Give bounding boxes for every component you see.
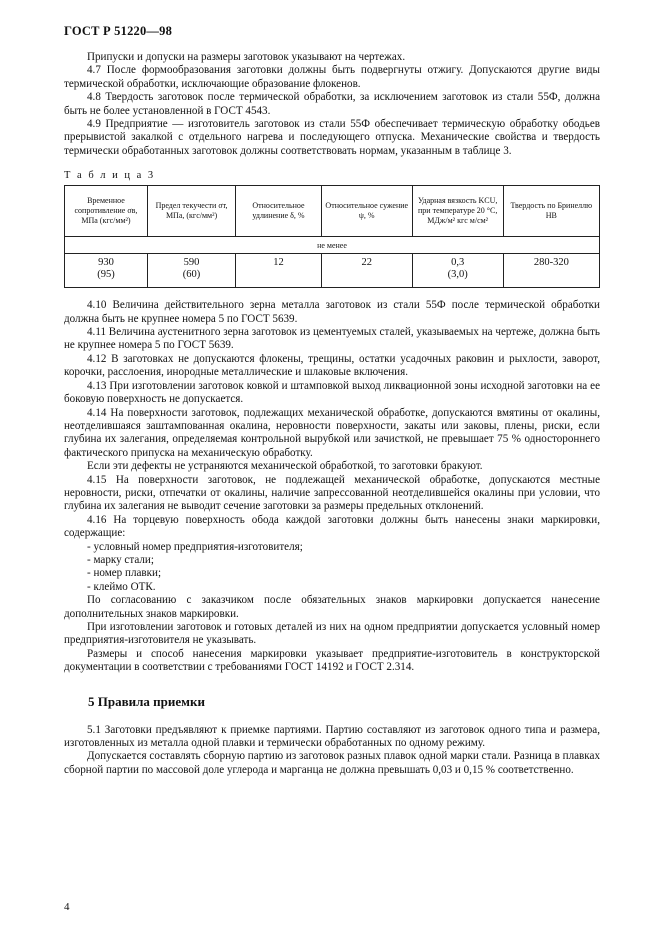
table-row	[65, 254, 600, 288]
paragraph-4-7: 4.7 После формообразования заготовки должны быть подвергнуты отжигу. Допускаются другие виды термической обработки, исключающие образование флокенов.	[64, 64, 600, 90]
paragraph-4-14: 4.14 На поверхности заготовок, подлежащих механической обработке, допускаются вмятины от окалины, неотделившаяся заштампованная окалина, неровности поверхности, закаты или заковы, плены, риски, если глубина их залегания, определяемая контрольной вырубкой или зачисткой, не превышает 75 % одностороннего фактического припуска на механическую обработку.	[64, 406, 600, 459]
section5-body	[64, 724, 600, 778]
section-title: 5 Правила приемки	[88, 693, 205, 709]
paragraph-4-8: 4.8 Твердость заготовок после термической обработки, за исключением заготовок из стали 55Ф, должна быть не более установленной в ГОСТ 4543.	[64, 91, 600, 117]
table-header-cell: Предел текучести σт, МПа, (кгс/мм²)	[147, 186, 235, 237]
table-cell: 12	[236, 254, 322, 288]
paragraph-4-15: 4.15 На поверхности заготовок, не подлежащей механической обработке, допускаются местные неровности, риски, отпечатки от окалины, наличие запрессованной неотделившейся окалины при условии, что глубина их залегания не выводит сечение заготовки за размеры предельных отклонений.	[64, 473, 600, 513]
document-page	[64, 24, 600, 777]
paragraphs-mid	[64, 299, 600, 540]
table-header-cell: Относительное удлинение δ, %	[236, 186, 322, 237]
paragraph: Если эти дефекты не устраняются механической обработкой, то заготовки бракуют.	[87, 460, 483, 473]
paragraph-4-13: 4.13 При изготовлении заготовок ковкой и штамповкой выход ликвационной зоны исходной заготовки на ее боковую поверхность не допускается.	[64, 379, 600, 406]
list-item: - клеймо ОТК.	[87, 580, 156, 593]
page-number: 4	[64, 901, 70, 913]
paragraph: Допускается составлять сборную партию из заготовок разных плавок одной марки стали. Разница в плавках сборной партии по массовой доле углерода и марганца не должна превышать 0,03 и 0,15 % соответственно.	[64, 750, 600, 776]
table-header-cell: Твердость по Бринеллю НВ	[503, 186, 599, 237]
paragraphs-end	[64, 594, 600, 674]
paragraph: Размеры и способ нанесения маркировки указывает предприятие-изготовитель в конструкторской документации в соответствии с требованиями ГОСТ 14192 и ГОСТ 2.314.	[64, 647, 600, 674]
properties-table	[64, 185, 600, 288]
paragraph-4-11: 4.11 Величина аустенитного зерна заготовок из цементуемых сталей, указываемых на чертеже, должна быть не крупнее номера 5 по ГОСТ 5639.	[64, 326, 600, 352]
marking-list	[64, 541, 600, 595]
paragraph-4-16: 4.16 На торцевую поверхность обода каждой заготовки должны быть нанесены знаки маркировки, содержащие:	[64, 513, 600, 540]
document-header: ГОСТ Р 51220—98	[64, 24, 173, 38]
paragraph: При изготовлении заготовок и готовых деталей из них на одном предприятии допускается условный номер предприятия-изготовителя не указывать.	[64, 621, 600, 647]
paragraph: По согласованию с заказчиком после обязательных знаков маркировки допускается нанесение дополнительных знаков маркировки.	[64, 594, 600, 620]
list-item: - условный номер предприятия-изготовителя;	[87, 540, 303, 553]
table-header-cell: Относительное сужение ψ, %	[321, 186, 412, 237]
table-cell: 0,3 (3,0)	[412, 254, 503, 288]
paragraph-4-10: 4.10 Величина действительного зерна металла заготовок из стали 55Ф после термической обработки должна быть не крупнее номера 5 по ГОСТ 5639.	[64, 299, 600, 325]
paragraph-5-1: 5.1 Заготовки предъявляют к приемке партиями. Партию составляют из заготовок одного типа и размера, изготовленных из металла одной плавки и термически обработанных по одному режиму.	[64, 723, 600, 750]
list-item: - номер плавки;	[87, 567, 162, 580]
table-cell: 930 (95)	[65, 254, 148, 288]
list-item: - марку стали;	[87, 553, 154, 566]
paragraph: Припуски и допуски на размеры заготовок указывают на чертежах.	[87, 51, 406, 63]
table-cell: 590 (60)	[147, 254, 235, 288]
table-caption: Т а б л и ц а 3	[64, 170, 156, 182]
table-header-row	[65, 186, 600, 237]
paragraph-4-12: 4.12 В заготовках не допускаются флокены, трещины, остатки усадочных раковин и рыхлости, заворот, корочки, расслоения, инородные металлические и шлаковые включения.	[64, 352, 600, 379]
table-span-row	[65, 237, 600, 254]
table-cell: 280-320	[503, 254, 599, 288]
table-header-cell: Ударная вязкость KCU, при температуре 20 °С, МДж/м² кгс м/см²	[412, 186, 503, 237]
paragraphs-top	[64, 51, 600, 158]
paragraph-4-9: 4.9 Предприятие — изготовитель заготовок из стали 55Ф обеспечивает термическую обработку ободьев прерывистой закалкой с отдельного нагрева и последующего отпуска. Механические свойства и твердость термически обработанных заготовок должны соответствовать нормам, указанным в таблице 3.	[64, 118, 600, 157]
table-cell: 22	[321, 254, 412, 288]
table-span-cell: не менее	[65, 237, 600, 254]
table-header-cell: Временное сопротивление σв, МПа (кгс/мм²)	[65, 186, 148, 237]
